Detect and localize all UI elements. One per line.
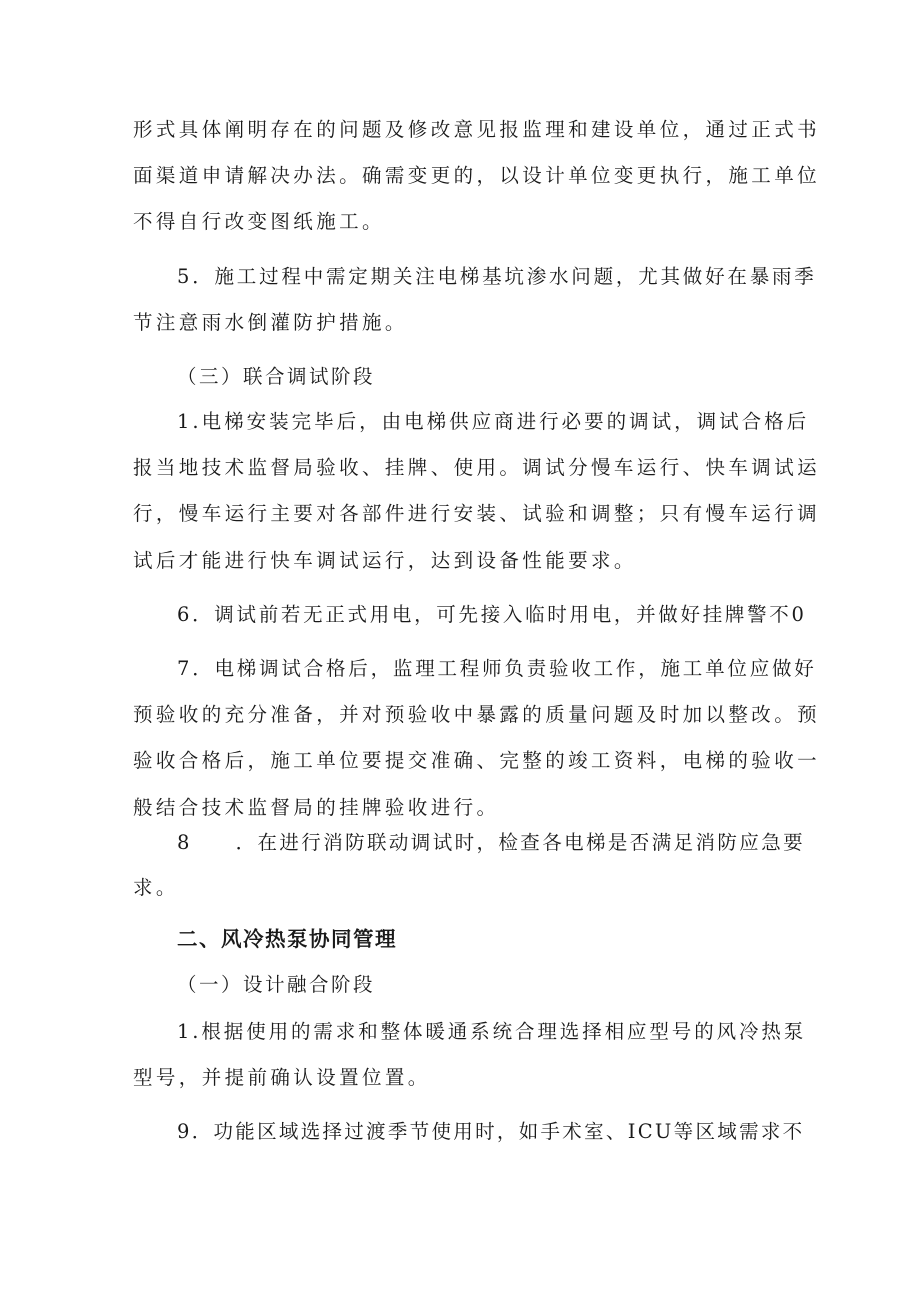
list-item-9: 9．功能区域选择过渡季节使用时，如手术室、ICU等区域需求不 (177, 1120, 805, 1143)
list-item-1: 1.电梯安装完毕后，由电梯供应商进行必要的调试，调试合格后 (177, 410, 810, 433)
body-text-line: 验收合格后，施工单位要提交准确、完整的竣工资料，电梯的验收一 (133, 749, 821, 772)
body-text-line: 预验收的充分准备，并对预验收中暴露的质量问题及时加以整改。预 (133, 703, 821, 726)
body-text-line: 型号，并提前确认设置位置。 (133, 1066, 431, 1089)
body-text-line: 求。 (133, 876, 179, 899)
list-item-6: 6．调试前若无正式用电，可先接入临时用电，并做好挂牌警不0 (177, 603, 807, 626)
list-item-1: 1.根据使用的需求和整体暖通系统合理选择相应型号的风冷热泵 (177, 1020, 807, 1043)
body-text-line: 节注意雨水倒灌防护措施。 (133, 311, 408, 334)
body-text-line: 报当地技术监督局验收、挂牌、使用。调试分慢车运行、快车调试运 (133, 456, 821, 479)
body-text-line: 试后才能进行快车调试运行，达到设备性能要求。 (133, 549, 637, 572)
body-text-line: 不得自行改变图纸施工。 (133, 210, 385, 233)
section-heading-design-integration: （一）设计融合阶段 (177, 973, 376, 996)
body-text-line: 行，慢车运行主要对各部件进行安装、试验和调整；只有慢车运行调 (133, 502, 821, 525)
list-item-7: 7．电梯调试合格后，监理工程师负责验收工作，施工单位应做好 (177, 657, 817, 680)
body-text-line: 面渠道申请解决办法。确需变更的，以设计单位变更执行，施工单位 (133, 164, 821, 187)
list-item-8: 8 ．在进行消防联动调试时，检查各电梯是否满足消防应急要 (177, 831, 806, 854)
body-text-line: 般结合技术监督局的挂牌验收进行。 (133, 796, 500, 819)
list-item-5: 5．施工过程中需定期关注电梯基坑渗水问题，尤其做好在暴雨季 (177, 265, 817, 288)
section-heading-joint-debugging: （三）联合调试阶段 (177, 365, 376, 388)
body-text-line: 形式具体阐明存在的问题及修改意见报监理和建设单位，通过正式书 (133, 118, 821, 141)
chapter-heading-air-heat-pump: 二、风冷热泵协同管理 (177, 927, 397, 951)
